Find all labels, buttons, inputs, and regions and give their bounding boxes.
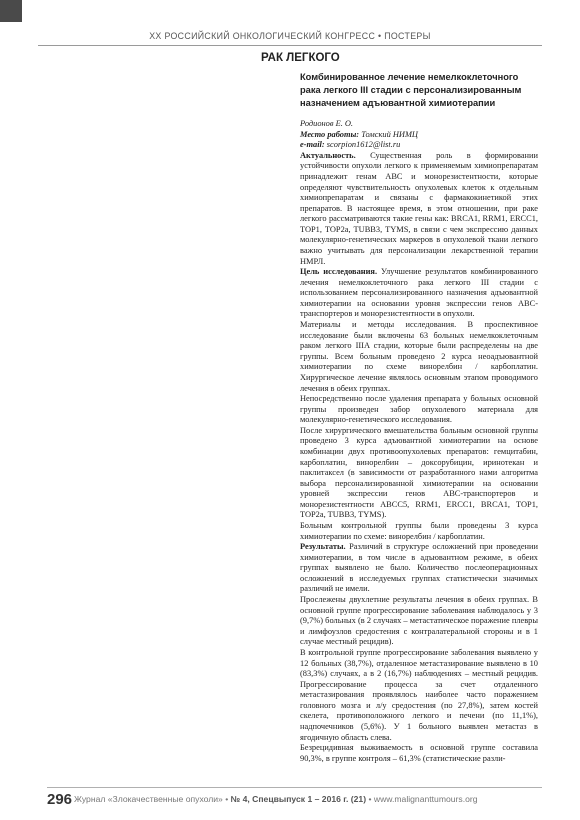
paragraph-text: Прослежены двухлетние результаты лечения в обеих группах. В основной группе прогрессирование заболевания наблюдалось у 3 (9,7%) больных (в 2 случаях – метастатическое поражение плевры и лимфоузлов средостения с контралатеральной стороны и в 1 случае местный рецидив). <box>300 595 538 647</box>
email: scorpion1612@list.ru <box>326 140 401 150</box>
corner-tab <box>0 0 22 22</box>
email-label: e-mail: <box>300 140 325 150</box>
running-title: XX РОССИЙСКИЙ ОНКОЛОГИЧЕСКИЙ КОНГРЕСС • ПОСТЕРЫ <box>149 31 431 41</box>
paragraph-text: Непосредственно после удаления препарата у больных основной группы произведен забор опухолевого материала для молекулярно-генетического исследования. <box>300 394 538 425</box>
page-number: 296 <box>47 791 73 808</box>
section-title: РАК ЛЕГКОГО <box>261 52 340 64</box>
workplace: Томский НИМЦ <box>361 129 418 139</box>
paragraph-sampling <box>300 394 538 426</box>
paragraph-text: Существенная роль в формировании устойчивости опухоли легкого к применяемым химиопрепаратам принадлежит генам АВС и монорезистентности, которые определяют чувствительность опухолевых клеток к отдельным химиопрепаратам и связаны с фармакокинетикой этих препаратов. В настоящее время, в этом отношении, при раке легкого рассматриваются такие гены как: BRCA1, RRM1, ERCC1, TOP1, TOP2a, TUBB3, TYMS, в связи с чем экспрессию данных молекулярно-генетических маркеров в опухолевой ткани легкого важно учитывать для персонализации лекарственной терапии НМРЛ. <box>300 150 538 266</box>
paragraph-text: Больным контрольной группы были проведены 3 курса химиотерапии по схеме: винорелбин / карбоплатин. <box>300 521 538 541</box>
article <box>300 71 538 764</box>
author: Родионов Е. О. <box>300 119 354 128</box>
paragraph-text: После хирургического вмешательства больным основной группы проведено 3 курса адъювантной химиотерапии на основе комбинации двух противоопухолевых препаратов: гемцитабин, карбоплатин, винорелбин – доксорубицин, иринотекан и паклитаксел (в зависимости от разработанного нами алгоритма выбора персонализированной химиотерапии на основании уровней экспрессии генов АВС-транспортеров и монорезистентности ABCC5, RRM1, ERCC1, BRCA1, TOP1, TOP2a, TUBB3, TYMS). <box>300 425 538 520</box>
paragraph-methods <box>300 320 538 394</box>
author-line <box>300 119 538 130</box>
email-line <box>300 140 538 151</box>
paragraph-lead: Цель исследования. <box>300 267 378 277</box>
paragraph-aim <box>300 267 538 320</box>
journal-issue: № 4, Спецвыпуск 1 – 2016 г. (21) <box>230 794 367 804</box>
paragraph-survival <box>300 743 538 764</box>
page-footer <box>47 787 542 806</box>
paragraph-text: Различий в структуре осложнений при проведении химиотерапии, в том числе в адъювантном режиме, в обеих группах выявлено не было. Количество послеоперационных осложнений в исследуемых группах статистически значимых различий не имели. <box>300 542 538 594</box>
paragraph-control-group <box>300 521 538 542</box>
article-title-line: рака легкого III стадии с персонализированным <box>300 85 522 95</box>
paragraph-text: Безрецидивная выживаемость в основной группе составила 90,3%, в группе контроля – 61,3% (статистические разли- <box>300 743 538 763</box>
journal-site: • www.malignanttumours.org <box>366 794 478 804</box>
paragraph-lead: Актуальность. <box>300 150 356 160</box>
paragraph-relevance <box>300 151 538 267</box>
article-title-line: Комбинированное лечение немелкоклеточного <box>300 72 519 82</box>
journal-line <box>74 794 478 804</box>
paragraph-control-progression <box>300 648 538 743</box>
paragraph-lead: Результаты. <box>300 542 346 552</box>
article-title-line: назначением адъювантной химиотерапии <box>300 98 496 108</box>
workplace-line <box>300 130 538 141</box>
paragraph-main-group <box>300 426 538 521</box>
paragraph-text: Материалы и методы исследования. В проспективное исследование были включены 63 больных немелкоклеточным раком легкого IIIA стадии, которые были распределены на две группы. Всем больным проведено 2 курса неоадъювантной химиотерапии по схеме винорелбин / карбоплатин. Хирургическое лечение являлось основным этапом проводимого лечения в обеих группах. <box>300 320 538 393</box>
workplace-label: Место работы: <box>300 129 360 139</box>
article-title <box>300 71 538 110</box>
paragraph-two-year <box>300 595 538 648</box>
journal-name: Журнал «Злокачественные опухоли» • <box>74 794 231 804</box>
running-header <box>38 27 542 46</box>
paragraph-text: Улучшение результатов комбинированного лечения немелкоклеточного рака легкого III стадии с использованием персонализированного назначения адъювантной химиотерапии на основании уровня экспрессии генов АВС-транспортеров и монорезистентности в опухоли. <box>300 267 538 319</box>
paragraph-text: В контрольной группе прогрессирование заболевания выявлено у 12 больных (38,7%), отдаленное метастазирование выявлено в 10 (83,3%) случаях, а в 2 (16,7%) наблюдениях – местный рецидив. Прогрессирование процесса за счет отдаленного метастазирования проявлялось наиболее часто поражением головного мозга и л/у средостения (по 27,8%), затем костей скелета, противоположного легкого и печени (по 11,1%), надпочечников (5,6%). У 1 больного выявлен метастаз в ягодичную область слева. <box>300 647 538 742</box>
paragraph-results <box>300 542 538 595</box>
